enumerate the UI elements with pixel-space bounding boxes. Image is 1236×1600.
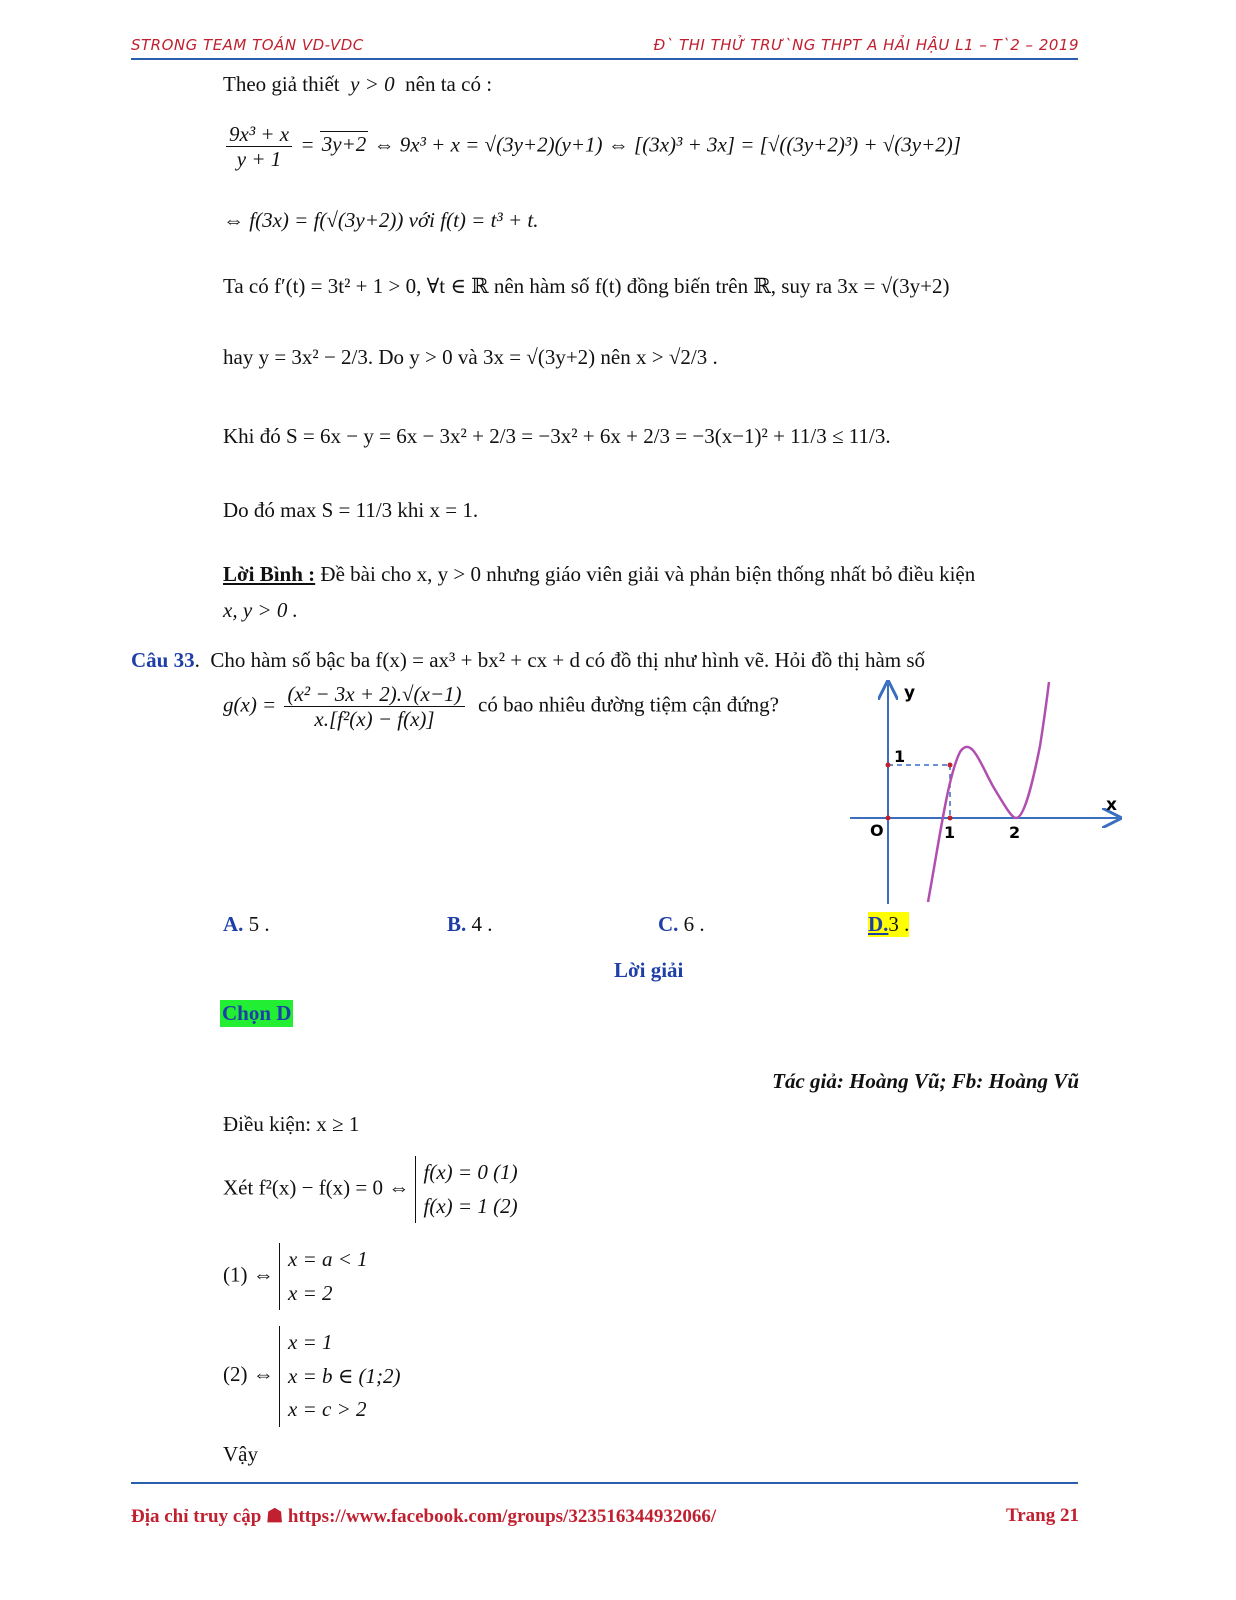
footer-link[interactable]: Địa chỉ truy cập ☗ https://www.facebook.com/groups/323516344932066/ <box>131 1506 717 1527</box>
case-1: (1) ⇔ x = a < 1 x = 2 <box>223 1243 368 1310</box>
cubic-curve <box>928 682 1049 902</box>
remark-text: Đề bài cho x, y > 0 nhưng giáo viên giải và phản biện thống nhất bỏ điều kiện <box>320 562 976 586</box>
tick-x1: 1 <box>944 823 956 842</box>
footer-rule <box>131 1482 1078 1484</box>
case-2: (2) ⇔ x = 1 x = b ∈ (1;2) x = c > 2 <box>223 1326 401 1427</box>
tick-y1: 1 <box>894 747 906 766</box>
question-text: Cho hàm số bậc ba f(x) = ax³ + bx² + cx + d có đồ thị như hình vẽ. Hỏi đồ thị hàm số <box>210 648 926 672</box>
solution-title: Lời giải <box>614 958 684 982</box>
condition: Điều kiện: x ≥ 1 <box>223 1112 360 1136</box>
choice-badge: Chọn D <box>222 1001 292 1025</box>
line-derivative: Ta có f′(t) = 3t² + 1 > 0, ∀t ∈ ℝ nên hàm số f(t) đồng biến trên ℝ, suy ra 3x = √(3y+2) <box>223 274 950 298</box>
remark-cond: x, y > 0 . <box>223 598 298 622</box>
option-b[interactable]: B. 4 . <box>447 912 493 936</box>
vay: Vậy <box>223 1442 258 1466</box>
cubic-graph <box>848 676 1128 908</box>
tick-x2: 2 <box>1009 823 1021 842</box>
author: Tác giả: Hoàng Vũ; Fb: Hoàng Vũ <box>772 1069 1079 1093</box>
line-S: Khi đó S = 6x − y = 6x − 3x² + 2/3 = −3x² + 6x + 2/3 = −3(x−1)² + 11/3 ≤ 11/3. <box>223 424 891 448</box>
option-a[interactable]: A. 5 . <box>223 912 270 936</box>
remark-label: Lời Bình : <box>223 562 316 586</box>
origin-label: O <box>870 821 884 840</box>
g-definition: g(x) = $\frac{\text{(x² − 3x + 2).√(x−1)}}{\text{x.[f²(x) − f(x)]}}$ có bao nhiêu đường tiệm cận đứng? <box>223 682 779 732</box>
header-right: Đ` THI THỬ TRƯ`NG THPT A HẢI HẬU L1 – T`2 – 2019 <box>653 36 1079 54</box>
remark <box>223 562 975 587</box>
line-given: Theo giả thiết y > 0 nên ta có : <box>223 72 493 96</box>
header-rule <box>131 58 1078 60</box>
question-33: Câu 33. Cho hàm số bậc ba f(x) = ax³ + bx² + cx + d có đồ thị như hình vẽ. Hỏi đồ thị hàm số <box>131 648 926 672</box>
equation-2: ⇔ f(3x) = f(√(3y+2)) với f(t) = t³ + t. <box>223 208 539 232</box>
xet-system: Xét f²(x) − f(x) = 0 ⇔ f(x) = 0 (1) f(x) = 1 (2) <box>223 1156 518 1223</box>
question-label: Câu 33 <box>131 648 195 672</box>
line-max: Do đó max S = 11/3 khi x = 1. <box>223 498 479 522</box>
y-label: y <box>904 683 916 703</box>
header-left: STRONG TEAM TOÁN VD-VDC <box>131 36 364 54</box>
x-label: x <box>1106 795 1117 815</box>
line-y-expr: hay y = 3x² − 2/3. Do y > 0 và 3x = √(3y+2) nên x > √2/3 . <box>223 345 718 369</box>
option-d[interactable]: D.3 . <box>868 912 910 936</box>
page-number: Trang 21 <box>1005 1505 1079 1526</box>
option-c[interactable]: C. 6 . <box>658 912 705 936</box>
equation-1: $\frac{\text{9x³ + x}}{y + 1}$ = 3y+2 ⇔ 9x³ + x = √(3y+2)(y+1) ⇔ [(3x)³ + 3x] = [√((3y+2)³) + √(3y+2)] <box>223 122 961 171</box>
